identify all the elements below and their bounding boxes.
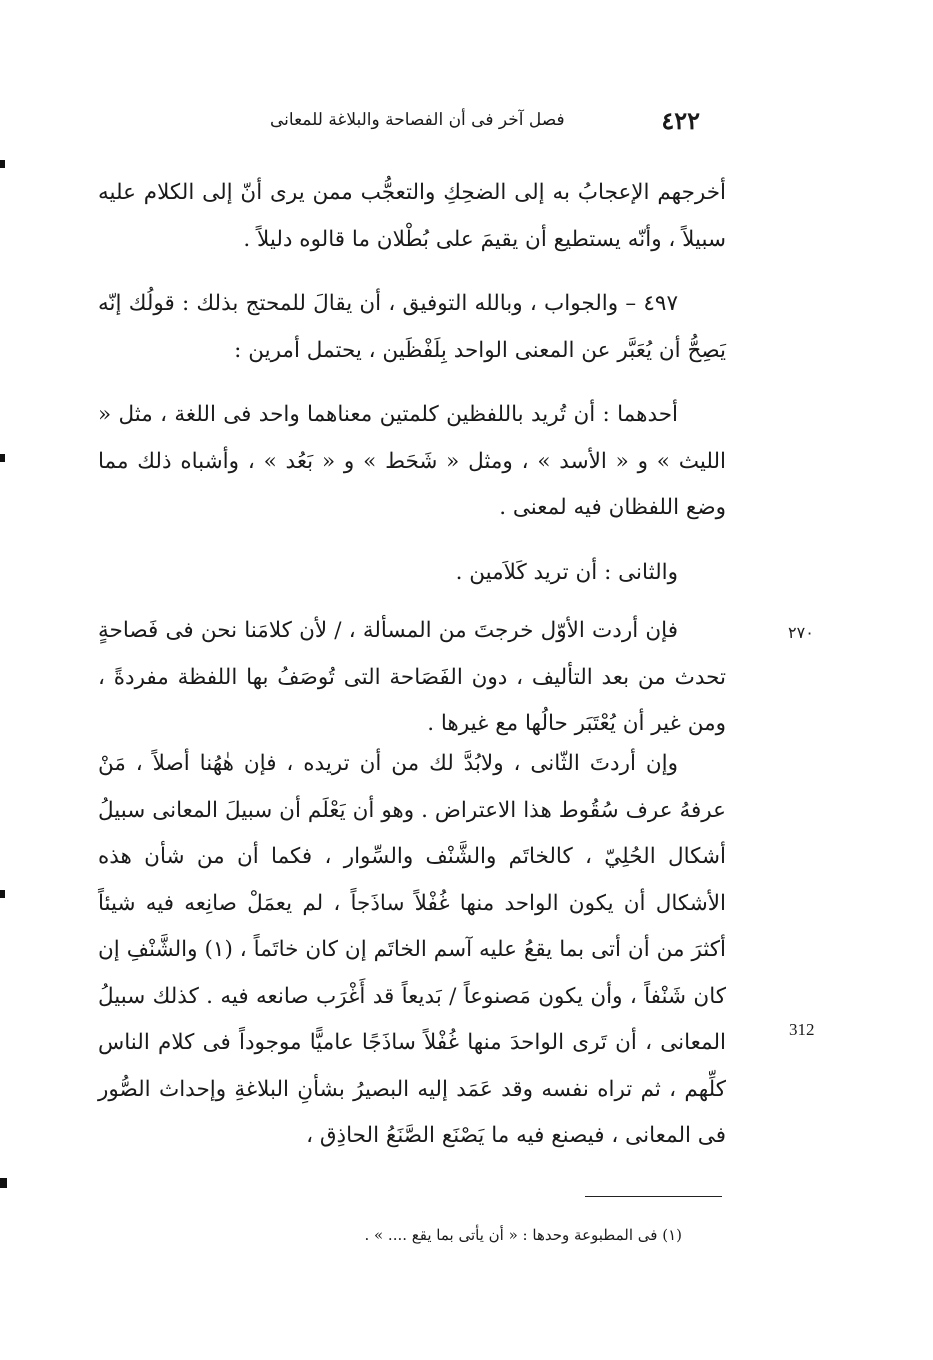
margin-reference-270: ٢٧٠ <box>788 623 814 642</box>
scan-edge-mark <box>0 1178 7 1188</box>
first-possibility-paragraph <box>98 392 726 532</box>
footnote-divider <box>585 1196 722 1197</box>
second-possibility-paragraph <box>98 550 726 597</box>
footnote: (١) فى المطبوعة وحدها : « أن يأتى بما يقع .... » . <box>364 1226 682 1244</box>
paragraph-text: وإن أردتَ الثّانى ، ولابُدَّ لك من أن تريده ، فإن هٰهُنا أصلاً ، مَنْ عرفهُ عرف سُقُوط هذا الاعتراض . وهو أن يَعْلَم أن سبيلَ المعانى سبيلُ أشكال الحُلِيّ ، كالخاتَم والشَّنْف والسِّوار ، فكما أن من شأن هذه الأشكال أن يكون الواحد منها غُفْلاً ساذَجاً ، لم يعمَلْ صانِعه فيه شيئاً أكثرَ من أن أتى بما يقعُ عليه آسم الخاتَم إن كان خاتَماً ، (١) والشَّنْفِ إن كان شَنْفاً ، وأن يكون مَصنوعاً / بَديعاً قد أَغْرَب صانعه فيه . كذلك سبيلُ المعانى ، أن تَرى الواحدَ منها غُفْلاً ساذَجًا عاميًّا موجوداً فى كلام الناس كلِّهم ، ثم تراه نفسه وقد عَمَد إليه البصيرُ بشأنِ البلاغةِ وإحداث الصُّور فى المعانى ، فيصنع فيه ما يَصْنَع الصَّنَعُ الحاذِق ، <box>98 751 727 1148</box>
if-second-paragraph <box>98 741 726 1160</box>
scan-edge-mark <box>0 160 5 168</box>
scan-edge-mark <box>0 454 5 462</box>
page-header <box>270 100 700 140</box>
if-first-paragraph <box>98 608 726 748</box>
paragraph-text: فإن أردت الأوّل خرجتَ من المسألة ، / لأن كلامَنا نحن فى فَصاحةٍ تحدث من بعد التأليف ، دون الفَصَاحة التى تُوصَفُ بها اللفظة مفردةً ، ومن غير أن يُعْتَبَر حالُها مع غيرها . <box>98 618 726 736</box>
paragraph-text: ٤٩٧ – والجواب ، وبالله التوفيق ، أن يقالَ للمحتج بذلك : قولُك إنّه يَصِحُّ أن يُعَبَّر عن المعنى الواحد بِلَفْظَين ، يحتمل أمرين : <box>98 291 726 363</box>
paragraph-text: أخرجهم الإعجابُ به إلى الضحِكِ والتعجُّب ممن يرى أنّ إلى الكلام عليه سبيلاً ، وأنّه يستطيع أن يقيمَ على بُطْلان ما قالوه دليلاً . <box>98 180 726 252</box>
scan-edge-mark <box>0 890 5 898</box>
page-number: ٤٢٢ <box>661 105 700 135</box>
continuation-paragraph <box>98 170 726 263</box>
paragraph-text: أحدهما : أن تُريد باللفظين كلمتين معناهما واحد فى اللغة ، مثل « الليث » و « الأسد » ، ومثل « شَحَط » و « بَعُد » ، وأشباه ذلك مما وضع اللفظان فيه لمعنى . <box>98 402 726 520</box>
paragraph-text: والثانى : أن تريد كَلاَمين . <box>455 560 678 585</box>
margin-reference-312: 312 <box>789 1020 815 1039</box>
running-title: فصل آخر فى أن الفصاحة والبلاغة للمعانى <box>270 110 565 130</box>
paragraph-497 <box>98 281 726 374</box>
